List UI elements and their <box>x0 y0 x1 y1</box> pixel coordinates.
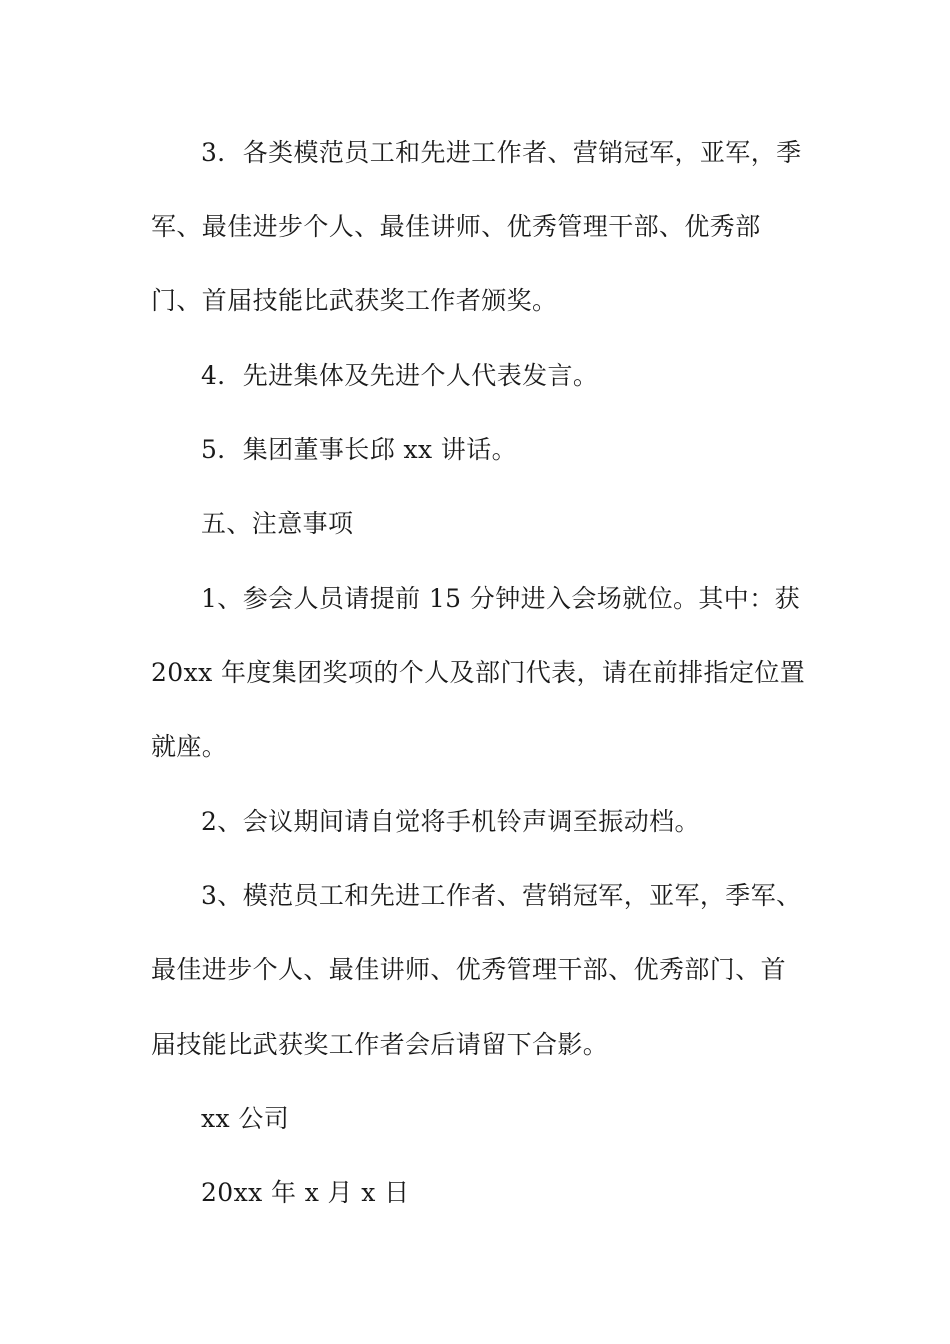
award-item-3-line-1: 3．各类模范员工和先进工作者、营销冠军，亚军，季 <box>201 138 802 167</box>
note-1-line-1: 1、参会人员请提前 15 分钟进入会场就位。其中：获 <box>201 584 801 613</box>
section-heading-notes: 五、注意事项 <box>201 509 354 538</box>
note-3-line-2: 最佳进步个人、最佳讲师、优秀管理干部、优秀部门、首 <box>151 955 787 984</box>
award-item-3-line-2: 军、最佳进步个人、最佳讲师、优秀管理干部、优秀部 <box>151 212 761 241</box>
agenda-item-5: 5．集团董事长邱 xx 讲话。 <box>201 435 517 464</box>
note-2: 2、会议期间请自觉将手机铃声调至振动档。 <box>201 807 700 836</box>
note-3-line-1: 3、模范员工和先进工作者、营销冠军，亚军，季军、 <box>201 881 802 910</box>
signature-date: 20xx 年 x 月 x 日 <box>201 1178 410 1207</box>
note-3-line-3: 届技能比武获奖工作者会后请留下合影。 <box>151 1030 609 1059</box>
note-1-line-3: 就座。 <box>151 732 228 761</box>
signature-company: xx 公司 <box>201 1104 290 1133</box>
agenda-item-4: 4．先进集体及先进个人代表发言。 <box>201 361 599 390</box>
award-item-3-line-3: 门、首届技能比武获奖工作者颁奖。 <box>151 286 558 315</box>
note-1-line-2: 20xx 年度集团奖项的个人及部门代表，请在前排指定位置 <box>151 658 806 687</box>
